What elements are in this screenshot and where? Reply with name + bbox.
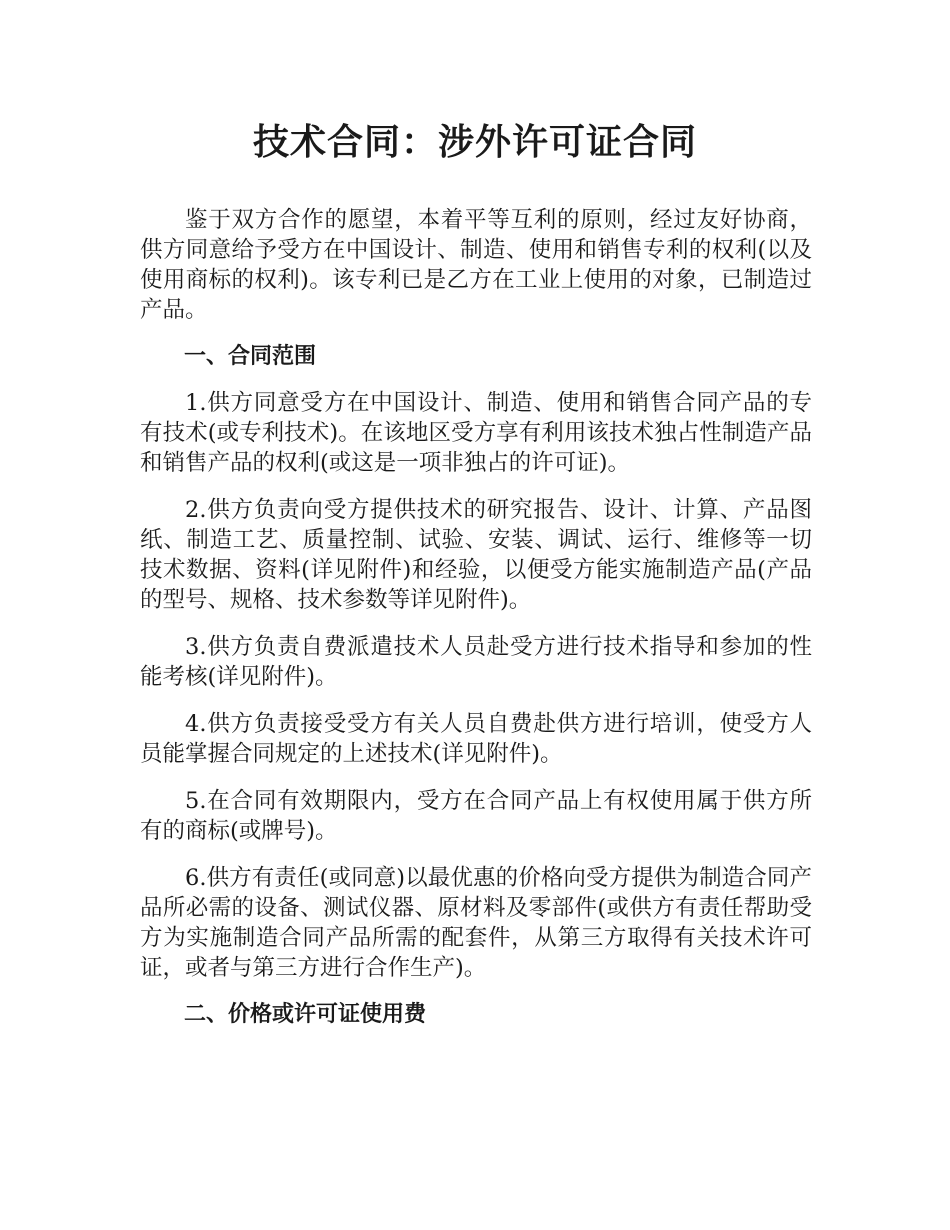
document-body [140, 205, 812, 1046]
document-title: 技术合同：涉外许可证合同 [252, 122, 697, 163]
clause-6: 6.供方有责任(或同意)以最优惠的价格向受方提供为制造合同产品所必需的设备、测试仪器、原材料及零部件(或供方有责任帮助受方为实施制造合同产品所需的配套件，从第三方取得有关技术许可证，或者与第三方进行合作生产)。 [140, 865, 812, 981]
clause-1: 1.供方同意受方在中国设计、制造、使用和销售合同产品的专有技术(或专利技术)。在该地区受方享有利用该技术独占性制造产品和销售产品的权利(或这是一项非独占的许可证)。 [140, 390, 812, 476]
section-heading-price: 二、价格或许可证使用费 [184, 1002, 427, 1027]
intro-paragraph: 鉴于双方合作的愿望，本着平等互利的原则，经过友好协商，供方同意给予受方在中国设计、制造、使用和销售专利的权利(以及使用商标的权利)。该专利已是乙方在工业上使用的对象，已制造过产品。 [140, 207, 812, 323]
clause-2: 2.供方负责向受方提供技术的研究报告、设计、计算、产品图纸、制造工艺、质量控制、试验、安装、调试、运行、维修等一切技术数据、资料(详见附件)和经验，以便受方能实施制造产品(产品的型号、规格、技术参数等详见附件)。 [140, 497, 812, 613]
clause-3: 3.供方负责自费派遣技术人员赴受方进行技术指导和参加的性能考核(详见附件)。 [140, 634, 812, 690]
clause-4: 4.供方负责接受受方有关人员自费赴供方进行培训，使受方人员能掌握合同规定的上述技术(详见附件)。 [140, 711, 812, 767]
clause-5: 5.在合同有效期限内，受方在合同产品上有权使用属于供方所有的商标(或牌号)。 [140, 788, 812, 844]
section-heading-scope: 一、合同范围 [184, 344, 317, 369]
